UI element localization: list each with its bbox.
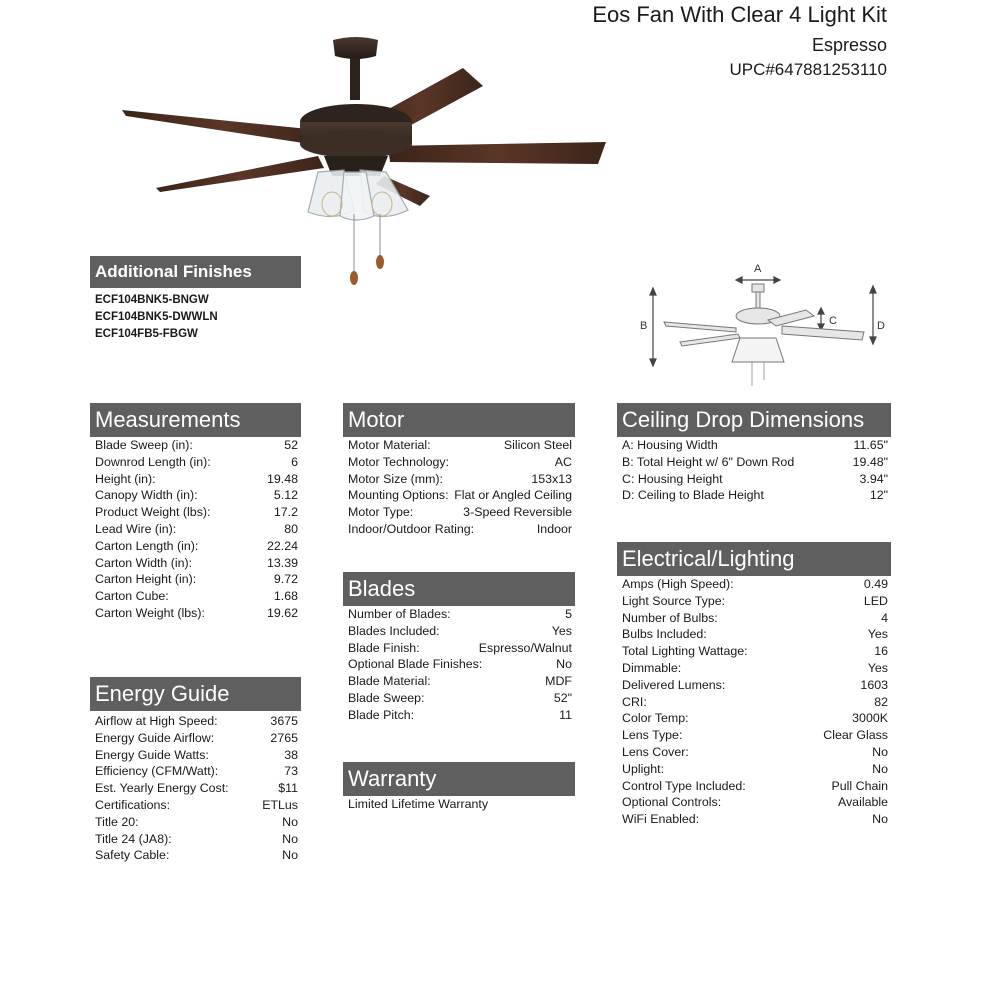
table-row: Certifications: ETLus <box>95 797 298 812</box>
diagram-label-c: C <box>829 315 837 327</box>
energy-guide-heading: Energy Guide <box>90 677 301 711</box>
warranty-text: Limited Lifetime Warranty <box>348 797 489 811</box>
table-row: Amps (High Speed): 0.49 <box>622 577 888 591</box>
warranty-heading: Warranty <box>343 762 575 796</box>
additional-finishes-heading: Additional Finishes <box>90 256 301 288</box>
table-row: Downrod Length (in): 6 <box>95 454 298 469</box>
product-finish: Espresso <box>811 35 887 55</box>
table-row: Optional Controls: Available <box>622 795 888 810</box>
finish-item: ECF104FB5-FBGW <box>95 328 198 340</box>
table-row: Energy Guide Watts: 38 <box>95 747 298 762</box>
table-row: Airflow at High Speed: 3675 <box>95 714 298 728</box>
table-row: C: Housing Height 3.94" <box>622 471 888 486</box>
table-row: Blade Sweep: 52" <box>348 690 572 705</box>
table-row: Optional Blade Finishes: No <box>348 657 572 672</box>
measurements-table <box>95 437 298 622</box>
table-row: Number of Blades: 5 <box>348 607 572 621</box>
diagram-label-b: B <box>640 320 648 332</box>
table-row: D: Ceiling to Blade Height 12" <box>622 488 888 503</box>
table-row: B: Total Height w/ 6" Down Rod 19.48" <box>622 454 888 469</box>
diagram-label-a: A <box>754 263 762 275</box>
table-row: Lead Wire (in): 80 <box>95 521 298 536</box>
table-row: Energy Guide Airflow: 2765 <box>95 730 298 745</box>
table-row: Control Type Included: Pull Chain <box>622 778 888 793</box>
table-row: CRI: 82 <box>622 694 888 709</box>
energy-guide-table <box>95 713 298 864</box>
product-title-block <box>592 2 887 80</box>
table-row: Color Temp: 3000K <box>622 711 888 726</box>
blades-table <box>348 606 572 724</box>
table-row: Carton Width (in): 13.39 <box>95 555 298 570</box>
table-row: Blades Included: Yes <box>348 623 572 638</box>
blades-heading: Blades <box>343 572 575 606</box>
ceiling-drop-heading: Ceiling Drop Dimensions <box>617 403 891 437</box>
table-row: Motor Technology: AC <box>348 454 572 469</box>
table-row: Uplight: No <box>622 761 888 776</box>
ceiling-fan-image <box>118 34 608 292</box>
table-row: WiFi Enabled: No <box>622 812 888 827</box>
table-row: Blade Material: MDF <box>348 674 572 689</box>
finish-item: ECF104BNK5-BNGW <box>95 294 209 306</box>
table-row: Total Lighting Wattage: 16 <box>622 644 888 659</box>
product-title: Eos Fan With Clear 4 Light Kit <box>592 2 887 27</box>
table-row: Motor Material: Silicon Steel <box>348 438 572 452</box>
table-row: Canopy Width (in): 5.12 <box>95 488 298 503</box>
table-row: Lens Type: Clear Glass <box>622 728 888 743</box>
table-row: Blade Finish: Espresso/Walnut <box>348 640 572 655</box>
table-row: Blade Sweep (in): 52 <box>95 438 298 452</box>
table-row: Efficiency (CFM/Watt): 73 <box>95 764 298 779</box>
electrical-table <box>622 576 888 828</box>
table-row: Light Source Type: LED <box>622 593 888 608</box>
product-upc: UPC#647881253110 <box>729 60 887 79</box>
table-row: Carton Weight (lbs): 19.62 <box>95 605 298 620</box>
table-row: Safety Cable: No <box>95 848 298 863</box>
table-row: Height (in): 19.48 <box>95 471 298 486</box>
table-row: Dimmable: Yes <box>622 660 888 675</box>
table-row: Carton Length (in): 22.24 <box>95 538 298 553</box>
table-row: Mounting Options: Flat or Angled Ceiling <box>348 488 572 503</box>
table-row: Carton Height (in): 9.72 <box>95 572 298 587</box>
table-row: A: Housing Width 11.65" <box>622 438 888 452</box>
motor-heading: Motor <box>343 403 575 437</box>
ceiling-drop-diagram <box>636 262 894 396</box>
table-row: Motor Size (mm): 153x13 <box>348 471 572 486</box>
table-row: Motor Type: 3-Speed Reversible <box>348 505 572 520</box>
table-row: Title 24 (JA8): No <box>95 831 298 846</box>
diagram-label-d: D <box>877 320 885 332</box>
table-row: Carton Cube: 1.68 <box>95 589 298 604</box>
table-row: Delivered Lumens: 1603 <box>622 677 888 692</box>
table-row: Product Weight (lbs): 17.2 <box>95 505 298 520</box>
measurements-heading: Measurements <box>90 403 301 437</box>
motor-table <box>348 437 572 538</box>
electrical-heading: Electrical/Lighting <box>617 542 891 576</box>
table-row: Bulbs Included: Yes <box>622 627 888 642</box>
table-row: Number of Bulbs: 4 <box>622 610 888 625</box>
table-row: Blade Pitch: 11 <box>348 707 572 722</box>
table-row: Title 20: No <box>95 814 298 829</box>
table-row: Lens Cover: No <box>622 744 888 759</box>
additional-finishes-list <box>95 292 218 343</box>
table-row: Est. Yearly Energy Cost: $11 <box>95 781 298 796</box>
table-row: Indoor/Outdoor Rating: Indoor <box>348 521 572 536</box>
finish-item: ECF104BNK5-DWWLN <box>95 311 218 323</box>
ceiling-drop-table <box>622 437 888 504</box>
